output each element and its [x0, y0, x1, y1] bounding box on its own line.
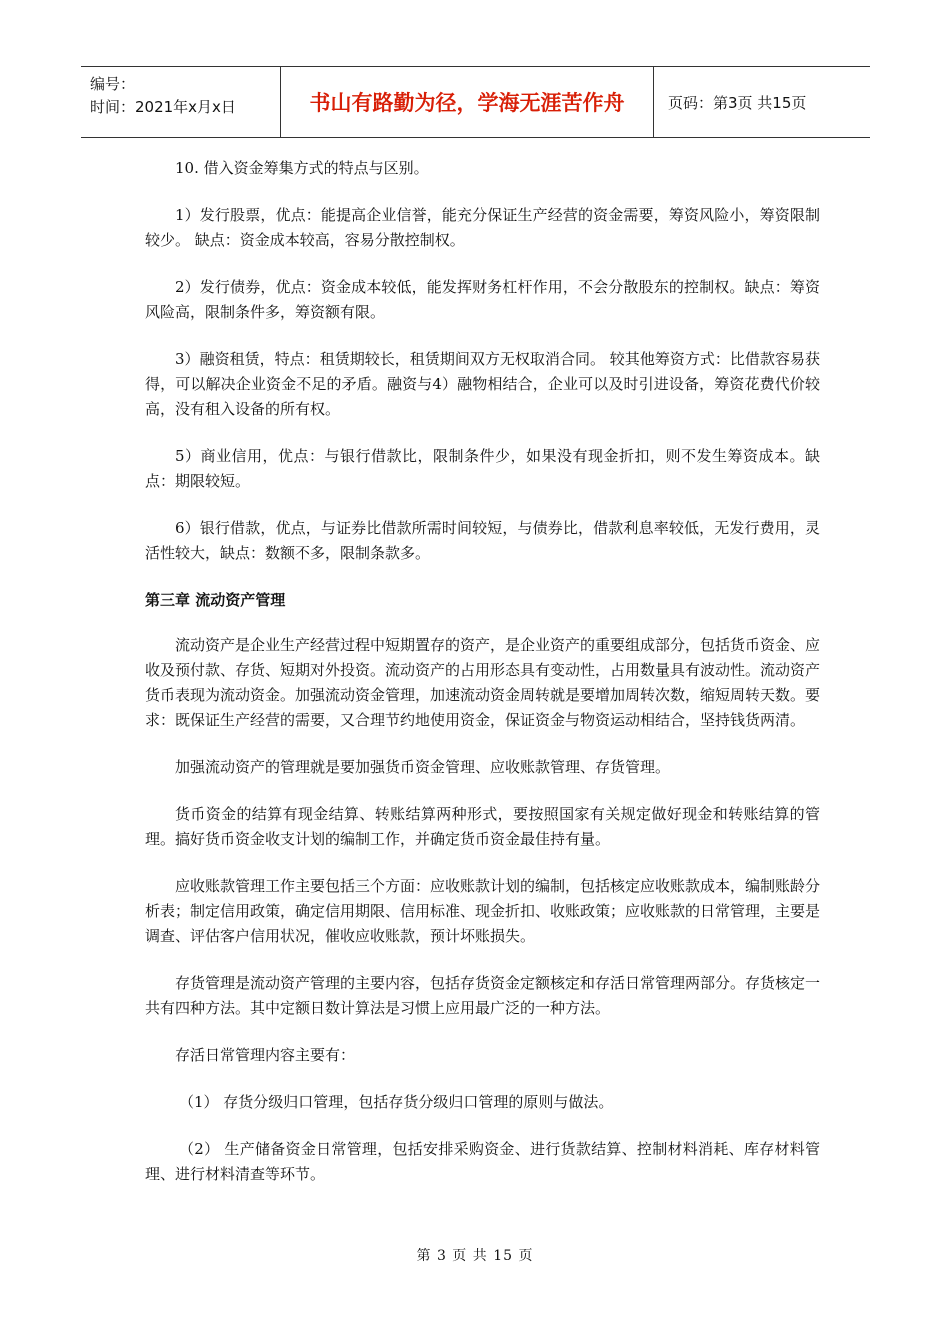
paragraph-monetary-funds: 货币资金的结算有现金结算、转账结算两种形式，要按照国家有关规定做好现金和转账结算的管理。搞好货币资金收支计划的编制工作，并确定货币资金最佳持有量。: [145, 805, 820, 848]
chapter-title: 第三章 流动资产管理: [145, 591, 286, 609]
list-item-2: （2） 生产储备资金日常管理，包括安排采购资金、进行货款结算、控制材料消耗、库存材料管理、进行材料清查等环节。: [145, 1140, 820, 1183]
paragraph-commercial-credit: 5）商业信用，优点：与银行借款比，限制条件少，如果没有现金折扣，则不发生筹资成本。缺点：期限较短。: [145, 447, 820, 490]
footer-page-number: 第 3 页 共 15 页: [416, 1248, 534, 1264]
list-item-1: （1） 存货分级归口管理，包括存货分级归口管理的原则与做法。: [179, 1093, 614, 1111]
motto-text: 书山有路勤为径，学海无涯苦作舟: [309, 91, 625, 115]
paragraph-inventory: 存货管理是流动资产管理的主要内容，包括存货资金定额核定和存活日常管理两部分。存货核定一共有四种方法。其中定额日数计算法是习惯上应用最广泛的一种方法。: [145, 974, 821, 1017]
header-motto-cell: [281, 67, 654, 137]
page-header: [81, 66, 870, 138]
serial-label: 编号：: [90, 75, 136, 93]
header-meta: [81, 67, 281, 137]
paragraph-bond: 2）发行债券，优点：资金成本较低，能发挥财务杠杆作用，不会分散股东的控制权。缺点：筹资风险高，限制条件多，筹资额有限。: [145, 278, 820, 321]
header-page-info-cell: [654, 67, 870, 137]
paragraph-bank-loan: 6）银行借款，优点，与证券比借款所需时间较短，与债券比，借款利息率较低，无发行费用，灵活性较大，缺点：数额不多，限制条款多。: [145, 519, 820, 562]
paragraph-management: 加强流动资产的管理就是要加强货币资金管理、应收账款管理、存货管理。: [175, 758, 671, 776]
date-label: 时间：2021年x月x日: [90, 98, 236, 116]
paragraph-leasing: 3）融资租赁，特点：租赁期较长，租赁期间双方无权取消合同。 较其他筹资方式：比借款容易获得，可以解决企业资金不足的矛盾。融资与4）融物相结合，企业可以及时引进设备，筹资花费代价较高，没有租入设备的所有权。: [145, 350, 820, 418]
paragraph-daily-management: 存活日常管理内容主要有：: [175, 1046, 356, 1064]
paragraph-receivables: 应收账款管理工作主要包括三个方面：应收账款计划的编制，包括核定应收账款成本，编制账龄分析表；制定信用政策，确定信用期限、信用标准、现金折扣、收账政策；应收账款的日常管理，主要是调查、评估客户信用状况，催收应收账款，预计坏账损失。: [145, 877, 821, 945]
paragraph-stock: 1）发行股票，优点：能提高企业信誉，能充分保证生产经营的资金需要，筹资风险小，筹资限制较少。 缺点：资金成本较高，容易分散控制权。: [145, 206, 820, 249]
paragraph-current-assets: 流动资产是企业生产经营过程中短期置存的资产，是企业资产的重要组成部分，包括货币资金、应收及预付款、存货、短期对外投资。流动资产的占用形态具有变动性，占用数量具有波动性。流动资产货币表现为流动资金。加强流动资金管理，加速流动资金周转就是要增加周转次数，缩短周转天数。要求：既保证生产经营的需要，又合理节约地使用资金，保证资金与物资运动相结合，坚持钱货两清。: [145, 636, 821, 729]
page-info: 页码：第3页 共15页: [668, 93, 807, 112]
document-body: [145, 156, 820, 1209]
page-footer: [0, 1245, 950, 1265]
paragraph-heading-10: 10. 借入资金筹集方式的特点与区别。: [175, 159, 429, 177]
